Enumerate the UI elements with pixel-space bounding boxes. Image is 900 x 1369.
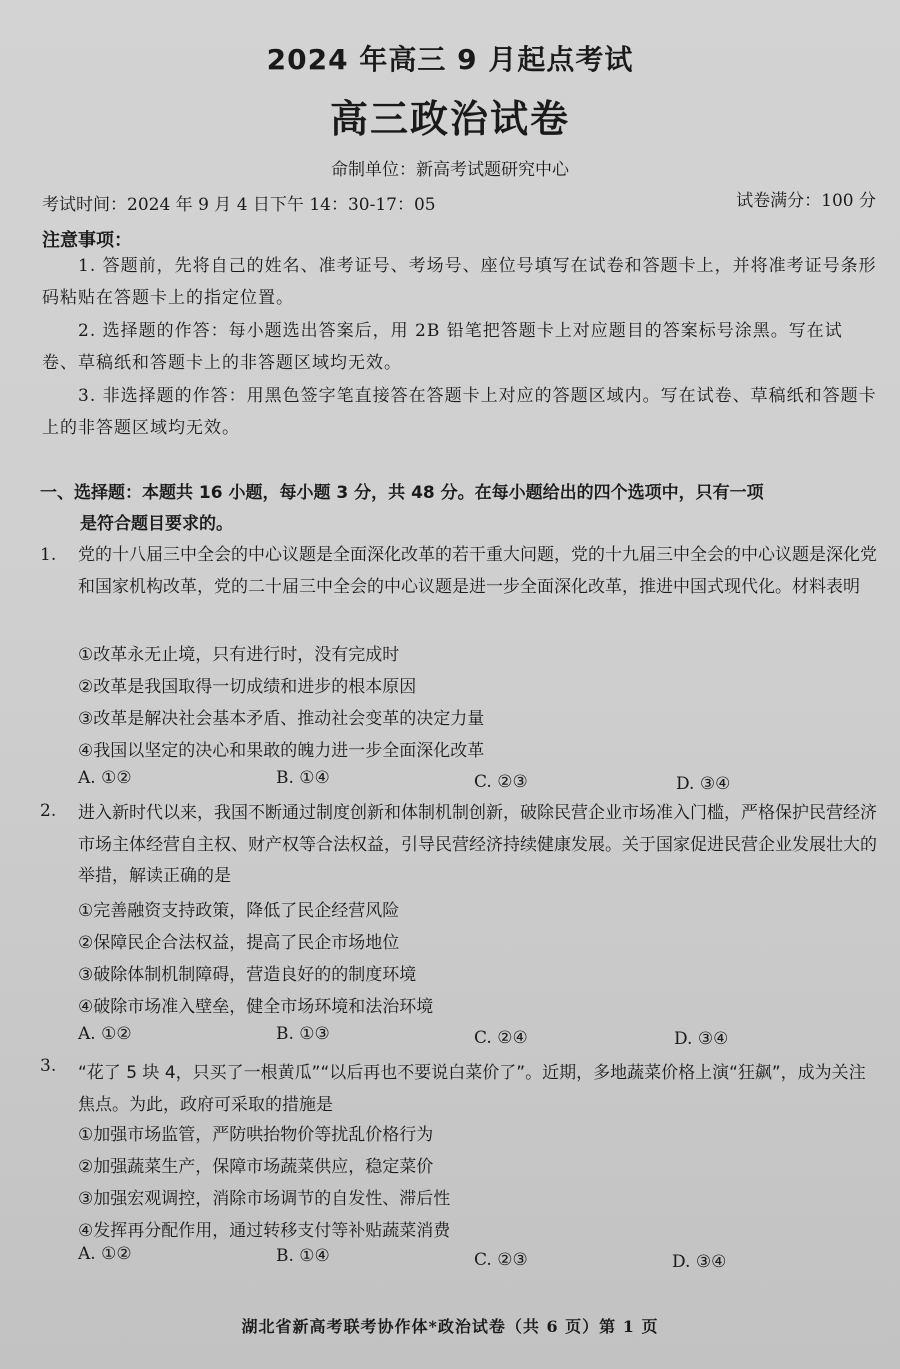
choice-b[interactable]: B. ①④	[276, 1246, 330, 1266]
answer-choices	[78, 1024, 778, 1050]
page-footer: 湖北省新高考联考协作体*政治试卷（共 6 页）第 1 页	[241, 1317, 659, 1336]
choice-c[interactable]: C. ②③	[474, 1250, 528, 1270]
answer-choices	[78, 1244, 778, 1270]
issuer-line: 命制单位：新高考试题研究中心	[331, 160, 569, 180]
section-heading-line1: 一、选择题：本题共 16 小题，每小题 3 分，共 48 分。在每小题给出的四个选项中，只有一项	[40, 483, 764, 503]
question-number: 1.	[40, 545, 57, 565]
notice-item: 3. 非选择题的作答：用黑色签字笔直接答在答题卡上对应的答题区域内。写在试卷、草稿纸和答题卡上的非答题区域均无效。	[42, 386, 877, 438]
question-option: ③加强宏观调控，消除市场调节的自发性、滞后性	[78, 1189, 451, 1209]
question-option: ①加强市场监管，严防哄抬物价等扰乱价格行为	[78, 1125, 434, 1145]
question-stem: “花了 5 块 4，只买了一根黄瓜”“以后再也不要说白菜价了”。近期，多地蔬菜价格上演“狂飙”，成为关注焦点。为此，政府可采取的措施是	[78, 1063, 866, 1115]
question-option: ③破除体制机制障碍，营造良好的的制度环境	[78, 965, 417, 985]
question-option: ①完善融资支持政策，降低了民企经营风险	[78, 901, 400, 921]
choice-d[interactable]: D. ③④	[674, 1029, 729, 1049]
choice-a[interactable]: A. ①②	[78, 1244, 132, 1264]
choice-d[interactable]: D. ③④	[672, 1252, 727, 1272]
question-option: ④我国以坚定的决心和果敢的魄力进一步全面深化改革	[78, 741, 485, 761]
question-stem: 进入新时代以来，我国不断通过制度创新和体制机制创新，破除民营企业市场准入门槛，严格保护民营经济市场主体经营自主权、财产权等合法权益，引导民营经济持续健康发展。关于国家促进民营企业发展壮大的举措，解读正确的是	[78, 803, 877, 886]
question-option: ②保障民企合法权益，提高了民企市场地位	[78, 933, 400, 953]
notice-item: 1. 答题前，先将自己的姓名、准考证号、考场号、座位号填写在试卷和答题卡上，并将准考证号条形码粘贴在答题卡上的指定位置。	[42, 256, 877, 308]
question-option: ②加强蔬菜生产，保障市场蔬菜供应，稳定菜价	[78, 1157, 434, 1177]
answer-choices	[78, 768, 778, 794]
choice-a[interactable]: A. ①②	[78, 768, 132, 788]
choice-a[interactable]: A. ①②	[78, 1024, 132, 1044]
notice-heading: 注意事项：	[42, 230, 132, 251]
choice-d[interactable]: D. ③④	[676, 774, 731, 794]
choice-b[interactable]: B. ①③	[276, 1024, 330, 1044]
notice-item: 2. 选择题的作答：每小题选出答案后，用 2B 铅笔把答题卡上对应题目的答案标号涂黑。写在试卷、草稿纸和答题卡上的非答题区域均无效。	[42, 321, 843, 373]
question-option: ④破除市场准入壁垒，健全市场环境和法治环境	[78, 997, 434, 1017]
choice-c[interactable]: C. ②③	[474, 772, 528, 792]
exam-title: 2024 年高三 9 月起点考试	[266, 43, 634, 76]
question-option: ④发挥再分配作用，通过转移支付等补贴蔬菜消费	[78, 1221, 451, 1241]
choice-c[interactable]: C. ②④	[474, 1028, 528, 1048]
question-option: ①改革永无止境，只有进行时，没有完成时	[78, 645, 400, 665]
paper-title: 高三政治试卷	[329, 97, 570, 141]
section-heading-line2: 是符合题目要求的。	[80, 514, 233, 534]
question-stem: 党的十八届三中全会的中心议题是全面深化改革的若干重大问题，党的十九届三中全会的中心议题是深化党和国家机构改革，党的二十届三中全会的中心议题是进一步全面深化改革，推进中国式现代化。材料表明	[78, 545, 877, 597]
choice-b[interactable]: B. ①④	[276, 768, 330, 788]
question-option: ②改革是我国取得一切成绩和进步的根本原因	[78, 677, 417, 697]
full-score: 试卷满分：100 分	[736, 191, 876, 211]
exam-time: 考试时间：2024 年 9 月 4 日下午 14：30-17：05	[42, 195, 436, 215]
question-option: ③改革是解决社会基本矛盾、推动社会变革的决定力量	[78, 709, 485, 729]
question-number: 2.	[40, 801, 57, 821]
question-number: 3.	[40, 1056, 57, 1076]
section-heading	[40, 478, 880, 540]
